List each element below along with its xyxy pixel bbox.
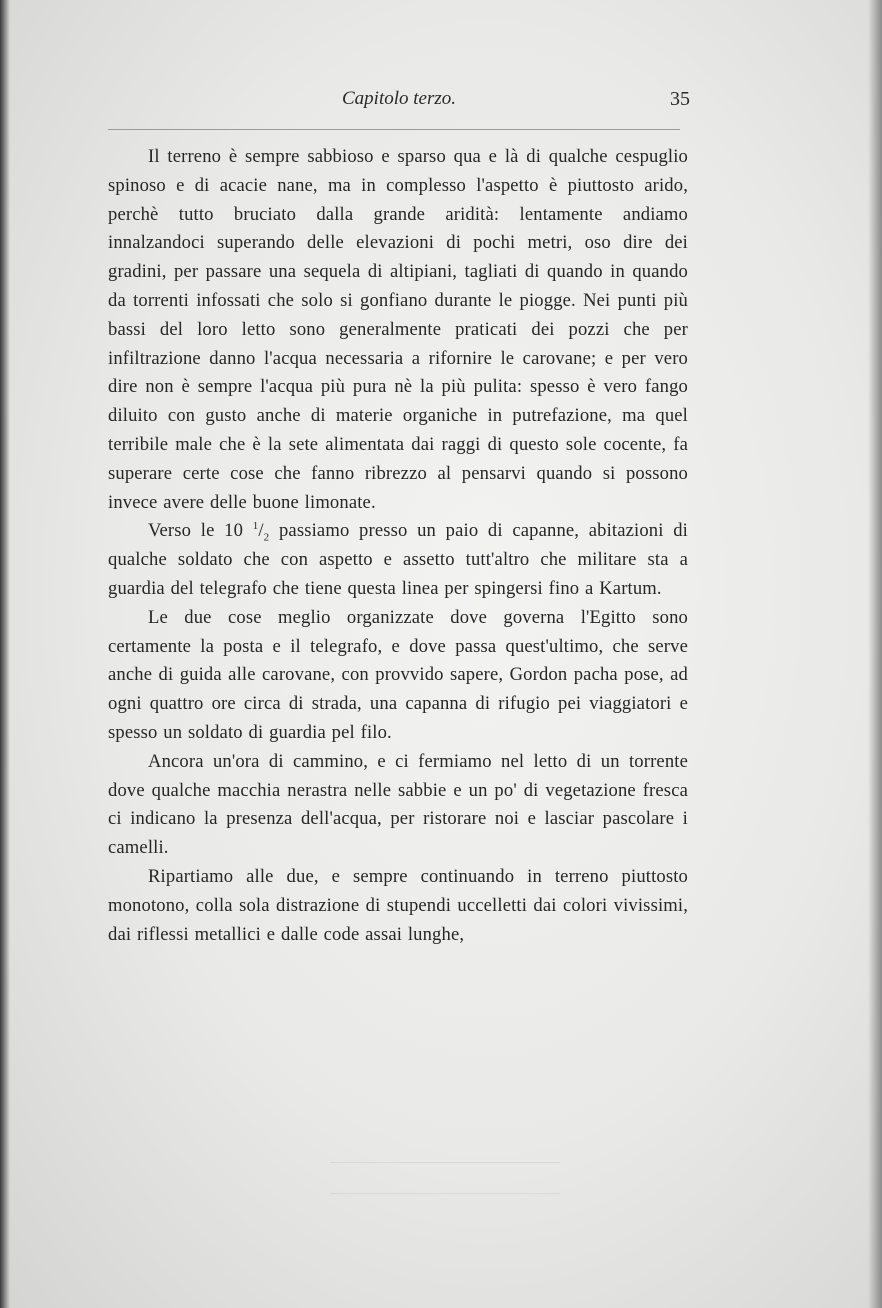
paragraph-1: Il terreno è sempre sabbioso e sparso qua e là di qualche cespuglio spinoso e di acacie nane, ma in complesso l'aspetto è piuttosto arido, perchè tutto bruciato dalla grande aridità: lentamente andiamo innalzandoci superando delle elevazioni di pochi metri, oso dire dei gradini, per passare una sequela di altipiani, tagliati di quando in quando da torrenti infossati che solo si gonfiano durante le piogge. Nei punti più bassi del loro letto sono generalmente praticati dei pozzi che per infiltrazione danno l'acqua necessaria a rifornire le carovane; e per vero dire non è sempre l'acqua più pura nè la più pulita: spesso è vero fango diluito con gusto anche di materie organiche in putrefazione, ma quel terribile male che è la sete alimentata dai raggi di questo sole cocente, fa superare certe cose che fanno ribrezzo al pensarvi quando si possono invece avere delle buone limonate.	[108, 146, 688, 513]
fraction-slash: /	[258, 520, 264, 542]
paragraph-2-text-after: passiamo presso un paio di capanne, abitazioni di qualche soldato che con aspetto e assetto tutt'altro che militare sta a guardia del telegrafo che tiene questa linea per spingersi fino a Kartum.	[108, 520, 688, 599]
running-title: Capitolo terzo.	[342, 88, 457, 109]
fraction-denominator: 2	[263, 532, 270, 545]
page-header	[110, 88, 690, 118]
paragraph-2-text-before: Verso le 10	[148, 520, 253, 542]
page-left-edge-shadow	[0, 0, 10, 1308]
paragraph-5: Ripartiamo alle due, e sempre continuando in terreno piuttosto monotono, colla sola distrazione di stupendi uccelletti dai colori vivissimi, dai riflessi metallici e dalle code assai lunghe,	[108, 865, 688, 945]
paragraph-2	[108, 517, 688, 603]
body-text	[108, 143, 688, 949]
paragraph-4: Ancora un'ora di cammino, e ci fermiamo nel letto di un torrente dove qualche macchia nerastra nelle sabbie e un po' di vegetazione fresca ci indicano la presenza dell'acqua, per ristorare noi e lasciar pascolare i camelli.	[108, 750, 688, 859]
paragraph-3: Le due cose meglio organizzate dove governa l'Egitto sono certamente la posta e il telegrafo, e dove passa quest'ultimo, che serve anche di guida alle carovane, con provvido sapere, Gordon pacha pose, ad ogni quattro ore circa di strada, una capanna di rifugio pei viaggiatori e spesso un soldato di guardia pel filo.	[108, 606, 688, 743]
header-rule	[108, 129, 680, 130]
faint-bleed-through-mark	[330, 1162, 560, 1194]
fraction-numerator: 1	[252, 520, 259, 533]
page-right-edge-shadow	[868, 0, 882, 1308]
page-number: 35	[670, 88, 690, 110]
